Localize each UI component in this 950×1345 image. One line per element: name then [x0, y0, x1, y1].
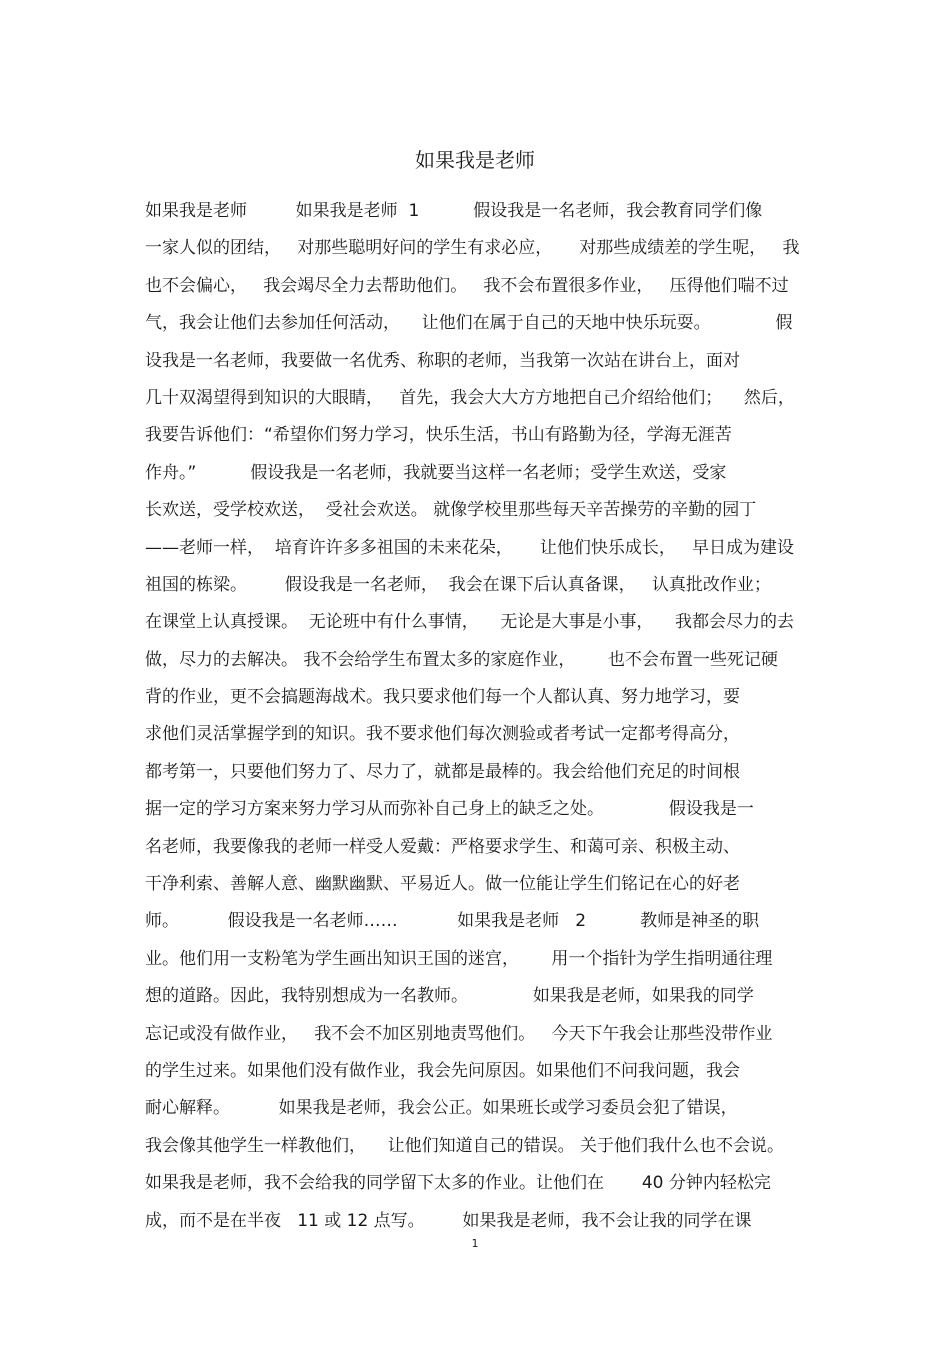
body-line: 成，而不是在半夜 11 或 12 点写。 如果我是老师，我不会让我的同学在课 [145, 1210, 752, 1231]
body-line: 据一定的学习方案来努力学习从而弥补自己身上的缺乏之处。 假设我是一 [145, 799, 754, 820]
body-line: 名老师，我要像我的老师一样受人爱戴：严格要求学生、和蔼可亲、积极主动、 [145, 836, 740, 857]
document-title: 如果我是老师 [415, 148, 535, 172]
body-line: 我要告诉他们：“希望你们努力学习，快乐生活，书山有路勤为径，学海无涯苦 [145, 425, 732, 446]
body-line: 都考第一，只要他们努力了、尽力了，就都是最棒的。我会给他们充足的时间根 [145, 761, 740, 782]
body-line: 求他们灵活掌握学到的知识。我不要求他们每次测验或者考试一定都考得高分， [145, 724, 740, 745]
body-line: 的学生过来。如果他们没有做作业，我会先问原因。如果他们不问我问题，我会 [145, 1060, 740, 1081]
body-line: 如果我是老师 如果我是老师 1 假设我是一名老师，我会教育同学们像 [145, 201, 763, 221]
body-line: 祖国的栋梁。 假设我是一名老师， 我会在课下后认真备课， 认真批改作业； [145, 574, 771, 595]
body-line: 师。 假设我是一名老师…… 如果我是老师 2 教师是神圣的职 [145, 911, 760, 932]
body-line: 业。他们用一支粉笔为学生画出知识王国的迷宫， 用一个指针为学生指明通往理 [145, 948, 773, 969]
body-line: 设我是一名老师，我要做一名优秀、称职的老师，当我第一次站在讲台上，面对 [145, 350, 740, 371]
body-line: 也不会偏心， 我会竭尽全力去帮助他们。 我不会布置很多作业， 压得他们喘不过 [145, 275, 789, 296]
page-number: 1 [471, 1237, 479, 1250]
body-line: 忘记或没有做作业， 我不会不加区别地责骂他们。 今天下午我会让那些没带作业 [145, 1023, 773, 1044]
body-line: 几十双渴望得到知识的大眼睛， 首先，我会大大方方地把自己介绍给他们； 然后， [145, 387, 795, 408]
body-line: 一家人似的团结， 对那些聪明好问的学生有求必应， 对那些成绩差的学生呢， 我 [145, 238, 800, 259]
body-line: 气，我会让他们去参加任何活动， 让他们在属于自己的天地中快乐玩耍。 假 [145, 313, 793, 334]
body-line: 想的道路。因此，我特别想成为一名教师。 如果我是老师，如果我的同学 [145, 986, 754, 1007]
body-line: 我会像其他学生一样教他们， 让他们知道自己的错误。 关于他们我什么也不会说。 [145, 1135, 785, 1156]
body-line: 如果我是老师，我不会给我的同学留下太多的作业。让他们在 40 分钟内轻松完 [145, 1173, 771, 1194]
body-line: 耐心解释。 如果我是老师，我会公正。如果班长或学习委员会犯了错误， [145, 1098, 738, 1119]
body-line: 作舟。” 假设我是一名老师，我就要当这样一名老师；受学生欢送，受家 [145, 462, 727, 483]
body-line: 长欢送，受学校欢送， 受社会欢送。 就像学校里那些每天辛苦操劳的辛勤的园丁 [145, 500, 757, 521]
body-line: ——老师一样， 培育许许多多祖国的未来花朵， 让他们快乐成长， 早日成为建设 [145, 537, 795, 558]
body-line: 背的作业，更不会搞题海战术。我只要求他们每一个人都认真、努力地学习，要 [145, 687, 740, 708]
document-body [145, 195, 815, 1242]
body-line: 干净利索、善解人意、幽默幽默、平易近人。做一位能让学生们铭记在心的好老 [145, 874, 740, 895]
body-line: 在课堂上认真授课。 无论班中有什么事情， 无论是大事是小事， 我都会尽力的去 [145, 612, 795, 633]
body-line: 做，尽力的去解决。 我不会给学生布置太多的家庭作业， 也不会布置一些死记硬 [145, 649, 778, 670]
